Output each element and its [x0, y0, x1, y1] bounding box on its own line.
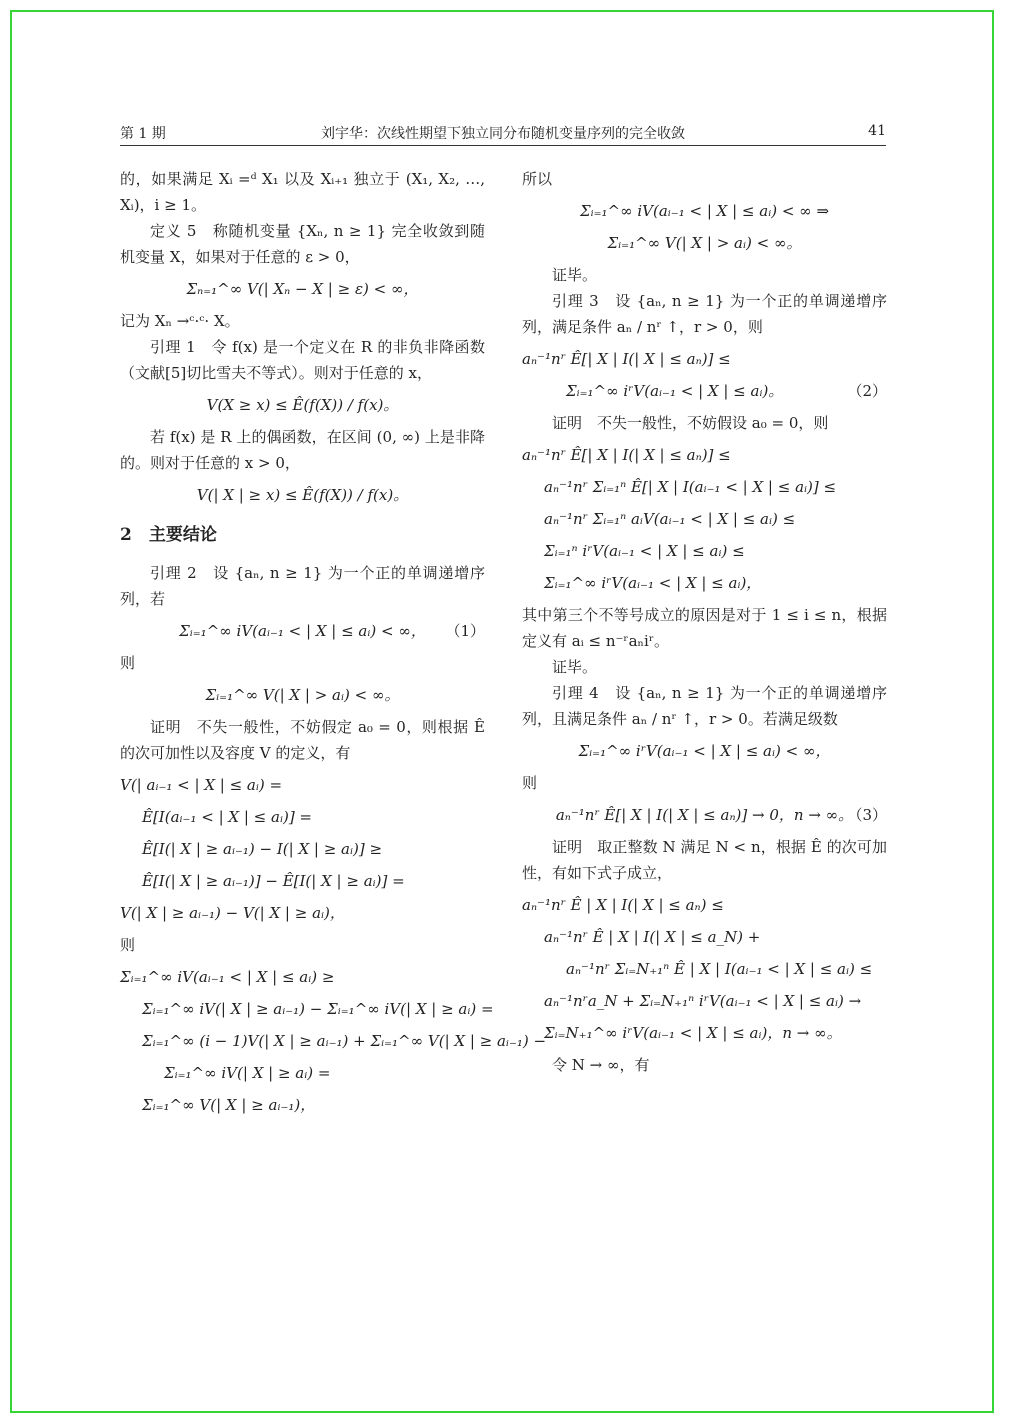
- equation-text: Σᵢ₌₁^∞ V(| X | > aᵢ) < ∞。: [205, 686, 400, 704]
- paragraph: [120, 560, 485, 612]
- paragraph: [120, 218, 485, 270]
- paragraph-text: 所以: [522, 170, 553, 188]
- equation-line-text: Σᵢ₌₁^∞ (i − 1)V(| X | ≥ aᵢ₋₁) + Σᵢ₌₁^∞ V(| X | ≥ aᵢ₋₁) −: [142, 1032, 547, 1050]
- paragraph-text: 证明 取正整数 N 满足 N < n，根据 Ê 的次可加性，有如下式子成立，: [522, 838, 887, 882]
- running-header: [120, 123, 886, 146]
- paragraph: [522, 166, 887, 192]
- paragraph: [120, 308, 485, 334]
- paragraph-text: 其中第三个不等号成立的原因是对于 1 ≤ i ≤ n，根据定义有 aᵢ ≤ n⁻ʳaₙiʳ。: [522, 606, 887, 650]
- equation-line: [522, 474, 887, 500]
- paragraph-text: 引理 2 设 {aₙ, n ≥ 1} 为一个正的单调递增序列，若: [120, 564, 485, 608]
- paragraph: [522, 288, 887, 340]
- equation-line: [120, 996, 494, 1022]
- equation-line: [522, 346, 887, 372]
- equation-line-text: aₙ⁻¹nʳ Ê[| X | I(| X | ≤ aₙ)] ≤: [522, 350, 731, 368]
- paragraph: [522, 654, 887, 680]
- equation: [522, 802, 887, 828]
- equation-line: [120, 964, 485, 990]
- equation-line: [120, 900, 485, 926]
- equation-line: [120, 836, 485, 862]
- equation-line-text: Ê[I(aᵢ₋₁ < | X | ≤ aᵢ)] =: [142, 808, 313, 826]
- equation-line-text: aₙ⁻¹nʳ Ê[| X | I(| X | ≤ aₙ)] ≤: [522, 446, 731, 464]
- paragraph: [522, 262, 887, 288]
- paragraph-text: 的，如果满足 Xᵢ =ᵈ X₁ 以及 Xᵢ₊₁ 独立于 (X₁, X₂, …, Xᵢ)，i ≥ 1。: [120, 170, 485, 214]
- equation-line: [522, 956, 887, 982]
- paragraph: [120, 932, 485, 958]
- equation: [120, 618, 485, 644]
- paragraph-text: 证毕。: [552, 266, 598, 284]
- equation-line: [120, 868, 485, 894]
- paragraph-text: 证毕。: [552, 658, 598, 676]
- paragraph: [522, 410, 887, 436]
- issue-number: 第 1 期: [120, 126, 166, 142]
- paragraph: [522, 1052, 887, 1078]
- equation-line-text: aₙ⁻¹nʳ Σᵢ₌₁ⁿ Ê[| X | I(aᵢ₋₁ < | X | ≤ aᵢ)] ≤: [544, 478, 837, 496]
- equation-text: Σₙ₌₁^∞ V(| Xₙ − X | ≥ ε) < ∞，: [186, 280, 419, 298]
- right-column: [522, 166, 887, 1078]
- equation-line-text: Σᵢ₌₁^∞ iʳV(aᵢ₋₁ < | X | ≤ aᵢ)。: [566, 382, 784, 400]
- equation: [522, 230, 887, 256]
- equation-line-text: Σᵢ₌₁^∞ iV(| X | ≥ aᵢ₋₁) − Σᵢ₌₁^∞ iV(| X | ≥ aᵢ) =: [142, 1000, 494, 1018]
- equation-line: [522, 506, 887, 532]
- equation-text: Σᵢ₌₁^∞ iV(aᵢ₋₁ < | X | ≤ aᵢ) < ∞，: [179, 622, 426, 640]
- equation: [120, 392, 485, 418]
- equation-line: [120, 1060, 485, 1086]
- paragraph-text: 若 f(x) 是 R 上的偶函数，在区间 (0, ∞) 上是非降的。则对于任意的 x > 0，: [120, 428, 485, 472]
- paragraph: [120, 424, 485, 476]
- equation-line-text: Σᵢ₌₁^∞ iʳV(aᵢ₋₁ < | X | ≤ aᵢ)，: [544, 574, 762, 592]
- equation-line: [522, 570, 887, 596]
- equation-line: [522, 1020, 887, 1046]
- equation-line-text: Σᵢ₌₁^∞ V(| X | ≥ aᵢ₋₁)，: [142, 1096, 316, 1114]
- equation-line-text: Σᵢ₌₁^∞ iV(aᵢ₋₁ < | X | ≤ aᵢ) ≥: [120, 968, 335, 986]
- page-number: 41: [868, 123, 886, 139]
- paragraph-text: 则: [522, 774, 538, 792]
- paragraph-text: 引理 4 设 {aₙ, n ≥ 1} 为一个正的单调递增序列，且满足条件 aₙ / nʳ ↑，r > 0。若满足级数: [522, 684, 887, 728]
- section-heading-text: 2 主要结论: [120, 525, 217, 545]
- equation: [522, 738, 887, 764]
- equation-line: [522, 378, 887, 404]
- equation-line-text: V(| X | ≥ aᵢ₋₁) − V(| X | ≥ aᵢ)，: [120, 904, 345, 922]
- equation-number: （1）: [445, 622, 485, 640]
- equation-line-text: Σᵢ₌N₊₁^∞ iʳV(aᵢ₋₁ < | X | ≤ aᵢ)，n → ∞。: [544, 1024, 842, 1042]
- paragraph: [522, 602, 887, 654]
- paragraph-text: 引理 1 令 f(x) 是一个定义在 R 的非负非降函数（文献[5]切比雪夫不等式）。则对于任意的 x，: [120, 338, 485, 382]
- equation-line: [120, 772, 485, 798]
- equation-text: Σᵢ₌₁^∞ iV(aᵢ₋₁ < | X | ≤ aᵢ) < ∞ ⇒: [579, 202, 830, 220]
- equation-line: [522, 538, 887, 564]
- paragraph-text: 记为 Xₙ →ᶜ·ᶜ· X。: [120, 312, 240, 330]
- equation-line-text: Ê[I(| X | ≥ aᵢ₋₁)] − Ê[I(| X | ≥ aᵢ)] =: [142, 872, 405, 890]
- equation-line-text: V(| aᵢ₋₁ < | X | ≤ aᵢ) =: [120, 776, 283, 794]
- equation-text: Σᵢ₌₁^∞ iʳV(aᵢ₋₁ < | X | ≤ aᵢ) < ∞，: [578, 742, 831, 760]
- equation-line: [522, 442, 887, 468]
- equation-line: [120, 1092, 485, 1118]
- section-heading: [120, 522, 485, 548]
- equation: [120, 276, 485, 302]
- equation-line: [522, 924, 887, 950]
- paragraph-text: 则: [120, 654, 136, 672]
- equation-line-text: Σᵢ₌₁^∞ iV(| X | ≥ aᵢ) =: [164, 1064, 331, 1082]
- equation-text: V(X ≥ x) ≤ Ê(f(X)) / f(x)。: [206, 396, 399, 414]
- paragraph: [522, 770, 887, 796]
- equation: [120, 482, 485, 508]
- equation-line: [120, 1028, 547, 1054]
- paragraph: [120, 334, 485, 386]
- equation-line-text: aₙ⁻¹nʳ Ê | X | I(| X | ≤ aₙ) ≤: [522, 896, 724, 914]
- equation-line-text: Σᵢ₌₁ⁿ iʳV(aᵢ₋₁ < | X | ≤ aᵢ) ≤: [544, 542, 745, 560]
- equation-line-text: Ê[I(| X | ≥ aᵢ₋₁) − I(| X | ≥ aᵢ)] ≥: [142, 840, 383, 858]
- paragraph: [522, 680, 887, 732]
- equation-line: [522, 988, 887, 1014]
- paragraph-text: 证明 不失一般性，不妨假设 a₀ = 0，则: [552, 414, 829, 432]
- equation-line-text: aₙ⁻¹nʳ Ê | X | I(| X | ≤ a_N) +: [544, 928, 761, 946]
- equation: [522, 198, 887, 224]
- paragraph: [522, 834, 887, 886]
- equation: [120, 682, 485, 708]
- equation-line: [120, 804, 485, 830]
- equation-line-text: aₙ⁻¹nʳa_N + Σᵢ₌N₊₁ⁿ iʳV(aᵢ₋₁ < | X | ≤ aᵢ) →: [544, 992, 862, 1010]
- paragraph: [120, 650, 485, 676]
- running-title: 刘宇华：次线性期望下独立同分布随机变量序列的完全收敛: [321, 126, 685, 142]
- paragraph: [120, 166, 485, 218]
- equation-text: aₙ⁻¹nʳ Ê[| X | I(| X | ≤ aₙ)] → 0，n → ∞。: [555, 806, 854, 824]
- equation-line-text: aₙ⁻¹nʳ Σᵢ₌N₊₁ⁿ Ê | X | I(aᵢ₋₁ < | X | ≤ aᵢ) ≤: [566, 960, 873, 978]
- equation-text: Σᵢ₌₁^∞ V(| X | > aᵢ) < ∞。: [607, 234, 802, 252]
- equation-text: V(| X | ≥ x) ≤ Ê(f(X)) / f(x)。: [196, 486, 409, 504]
- paragraph-text: 令 N → ∞，有: [552, 1056, 650, 1074]
- paragraph-text: 定义 5 称随机变量 {Xₙ, n ≥ 1} 完全收敛到随机变量 X，如果对于任意的 ε > 0，: [120, 222, 485, 266]
- paragraph-text: 引理 3 设 {aₙ, n ≥ 1} 为一个正的单调递增序列，满足条件 aₙ / nʳ ↑，r > 0，则: [522, 292, 887, 336]
- paragraph: [120, 714, 485, 766]
- equation-line-text: aₙ⁻¹nʳ Σᵢ₌₁ⁿ aᵢV(aᵢ₋₁ < | X | ≤ aᵢ) ≤: [544, 510, 796, 528]
- paragraph-text: 证明 不失一般性，不妨假定 a₀ = 0，则根据 Ê 的次可加性以及容度 V 的定义，有: [120, 718, 485, 762]
- equation-line: [522, 892, 887, 918]
- equation-number: （2）: [847, 382, 887, 400]
- paragraph-text: 则: [120, 936, 136, 954]
- equation-number: （3）: [847, 806, 887, 824]
